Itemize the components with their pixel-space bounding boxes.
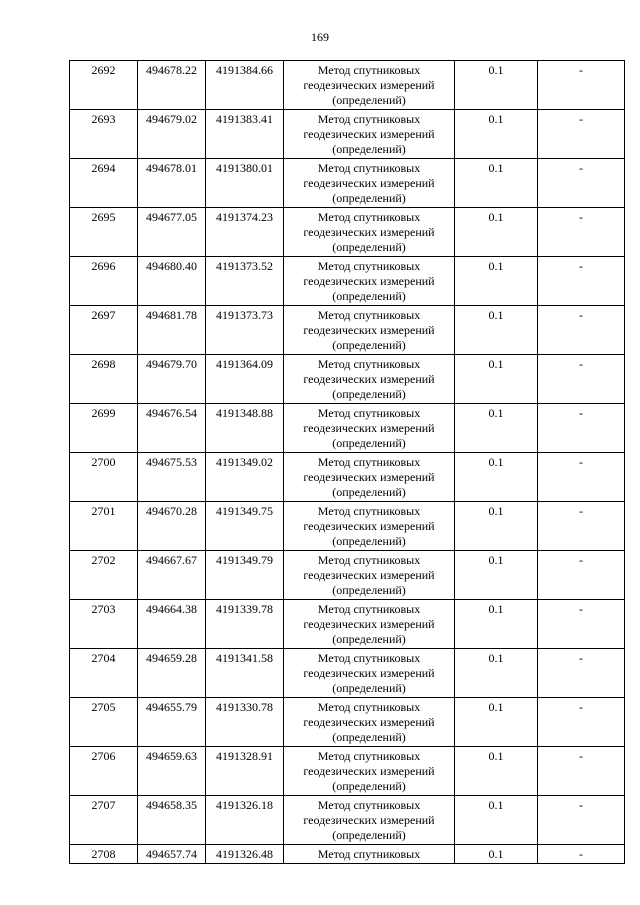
method-cell: Метод спутниковых геодезических измерений (определений) [284, 257, 455, 306]
point-number-cell: 2702 [70, 551, 138, 600]
x-coordinate-cell: 494657.74 [138, 845, 206, 864]
accuracy-cell: 0.1 [455, 698, 538, 747]
page-number: 169 [311, 30, 329, 44]
y-coordinate-cell: 4191330.78 [206, 698, 284, 747]
point-number-cell: 2696 [70, 257, 138, 306]
y-coordinate-cell: 4191373.73 [206, 306, 284, 355]
accuracy-cell: 0.1 [455, 502, 538, 551]
note-cell: - [538, 110, 625, 159]
accuracy-cell: 0.1 [455, 845, 538, 864]
point-number-cell: 2698 [70, 355, 138, 404]
table-row [70, 796, 625, 845]
table-row [70, 453, 625, 502]
x-coordinate-cell: 494681.78 [138, 306, 206, 355]
accuracy-cell: 0.1 [455, 600, 538, 649]
note-cell: - [538, 698, 625, 747]
point-number-cell: 2700 [70, 453, 138, 502]
accuracy-cell: 0.1 [455, 796, 538, 845]
method-cell: Метод спутниковых геодезических измерений (определений) [284, 159, 455, 208]
table-row [70, 845, 625, 864]
point-number-cell: 2695 [70, 208, 138, 257]
method-cell: Метод спутниковых геодезических измерений (определений) [284, 698, 455, 747]
x-coordinate-cell: 494679.02 [138, 110, 206, 159]
note-cell: - [538, 453, 625, 502]
note-cell: - [538, 747, 625, 796]
accuracy-cell: 0.1 [455, 453, 538, 502]
method-cell: Метод спутниковых геодезических измерений (определений) [284, 110, 455, 159]
y-coordinate-cell: 4191349.75 [206, 502, 284, 551]
method-cell: Метод спутниковых [284, 845, 455, 864]
accuracy-cell: 0.1 [455, 61, 538, 110]
x-coordinate-cell: 494677.05 [138, 208, 206, 257]
x-coordinate-cell: 494664.38 [138, 600, 206, 649]
note-cell: - [538, 257, 625, 306]
table-row [70, 404, 625, 453]
table-row [70, 159, 625, 208]
method-cell: Метод спутниковых геодезических измерений (определений) [284, 453, 455, 502]
y-coordinate-cell: 4191341.58 [206, 649, 284, 698]
method-cell: Метод спутниковых геодезических измерений (определений) [284, 600, 455, 649]
table-row [70, 110, 625, 159]
y-coordinate-cell: 4191384.66 [206, 61, 284, 110]
x-coordinate-cell: 494679.70 [138, 355, 206, 404]
table-row [70, 257, 625, 306]
note-cell: - [538, 502, 625, 551]
table-body [70, 61, 625, 864]
y-coordinate-cell: 4191383.41 [206, 110, 284, 159]
x-coordinate-cell: 494655.79 [138, 698, 206, 747]
accuracy-cell: 0.1 [455, 649, 538, 698]
y-coordinate-cell: 4191380.01 [206, 159, 284, 208]
y-coordinate-cell: 4191374.23 [206, 208, 284, 257]
x-coordinate-cell: 494658.35 [138, 796, 206, 845]
y-coordinate-cell: 4191349.79 [206, 551, 284, 600]
y-coordinate-cell: 4191328.91 [206, 747, 284, 796]
point-number-cell: 2706 [70, 747, 138, 796]
note-cell: - [538, 306, 625, 355]
y-coordinate-cell: 4191326.18 [206, 796, 284, 845]
note-cell: - [538, 600, 625, 649]
accuracy-cell: 0.1 [455, 355, 538, 404]
x-coordinate-cell: 494659.28 [138, 649, 206, 698]
accuracy-cell: 0.1 [455, 208, 538, 257]
point-number-cell: 2692 [70, 61, 138, 110]
x-coordinate-cell: 494676.54 [138, 404, 206, 453]
x-coordinate-cell: 494667.67 [138, 551, 206, 600]
note-cell: - [538, 61, 625, 110]
accuracy-cell: 0.1 [455, 551, 538, 600]
method-cell: Метод спутниковых геодезических измерений (определений) [284, 502, 455, 551]
x-coordinate-cell: 494680.40 [138, 257, 206, 306]
table-row [70, 208, 625, 257]
accuracy-cell: 0.1 [455, 404, 538, 453]
point-number-cell: 2707 [70, 796, 138, 845]
point-number-cell: 2694 [70, 159, 138, 208]
y-coordinate-cell: 4191349.02 [206, 453, 284, 502]
accuracy-cell: 0.1 [455, 159, 538, 208]
point-number-cell: 2693 [70, 110, 138, 159]
point-number-cell: 2704 [70, 649, 138, 698]
method-cell: Метод спутниковых геодезических измерений (определений) [284, 649, 455, 698]
method-cell: Метод спутниковых геодезических измерений (определений) [284, 551, 455, 600]
y-coordinate-cell: 4191326.48 [206, 845, 284, 864]
note-cell: - [538, 551, 625, 600]
accuracy-cell: 0.1 [455, 110, 538, 159]
note-cell: - [538, 796, 625, 845]
table-row [70, 61, 625, 110]
accuracy-cell: 0.1 [455, 257, 538, 306]
note-cell: - [538, 649, 625, 698]
note-cell: - [538, 845, 625, 864]
table-row [70, 502, 625, 551]
point-number-cell: 2705 [70, 698, 138, 747]
table-row [70, 649, 625, 698]
method-cell: Метод спутниковых геодезических измерений (определений) [284, 306, 455, 355]
method-cell: Метод спутниковых геодезических измерений (определений) [284, 355, 455, 404]
point-number-cell: 2703 [70, 600, 138, 649]
x-coordinate-cell: 494678.01 [138, 159, 206, 208]
note-cell: - [538, 159, 625, 208]
table-row [70, 747, 625, 796]
note-cell: - [538, 355, 625, 404]
method-cell: Метод спутниковых геодезических измерений (определений) [284, 61, 455, 110]
table-row [70, 698, 625, 747]
x-coordinate-cell: 494670.28 [138, 502, 206, 551]
point-number-cell: 2701 [70, 502, 138, 551]
y-coordinate-cell: 4191339.78 [206, 600, 284, 649]
note-cell: - [538, 404, 625, 453]
coordinates-table [69, 60, 625, 864]
y-coordinate-cell: 4191373.52 [206, 257, 284, 306]
y-coordinate-cell: 4191348.88 [206, 404, 284, 453]
point-number-cell: 2708 [70, 845, 138, 864]
method-cell: Метод спутниковых геодезических измерений (определений) [284, 404, 455, 453]
point-number-cell: 2699 [70, 404, 138, 453]
method-cell: Метод спутниковых геодезических измерений (определений) [284, 747, 455, 796]
x-coordinate-cell: 494675.53 [138, 453, 206, 502]
point-number-cell: 2697 [70, 306, 138, 355]
table-row [70, 600, 625, 649]
accuracy-cell: 0.1 [455, 306, 538, 355]
x-coordinate-cell: 494678.22 [138, 61, 206, 110]
accuracy-cell: 0.1 [455, 747, 538, 796]
table-row [70, 355, 625, 404]
x-coordinate-cell: 494659.63 [138, 747, 206, 796]
table-row [70, 551, 625, 600]
method-cell: Метод спутниковых геодезических измерений (определений) [284, 796, 455, 845]
method-cell: Метод спутниковых геодезических измерений (определений) [284, 208, 455, 257]
note-cell: - [538, 208, 625, 257]
y-coordinate-cell: 4191364.09 [206, 355, 284, 404]
table-row [70, 306, 625, 355]
